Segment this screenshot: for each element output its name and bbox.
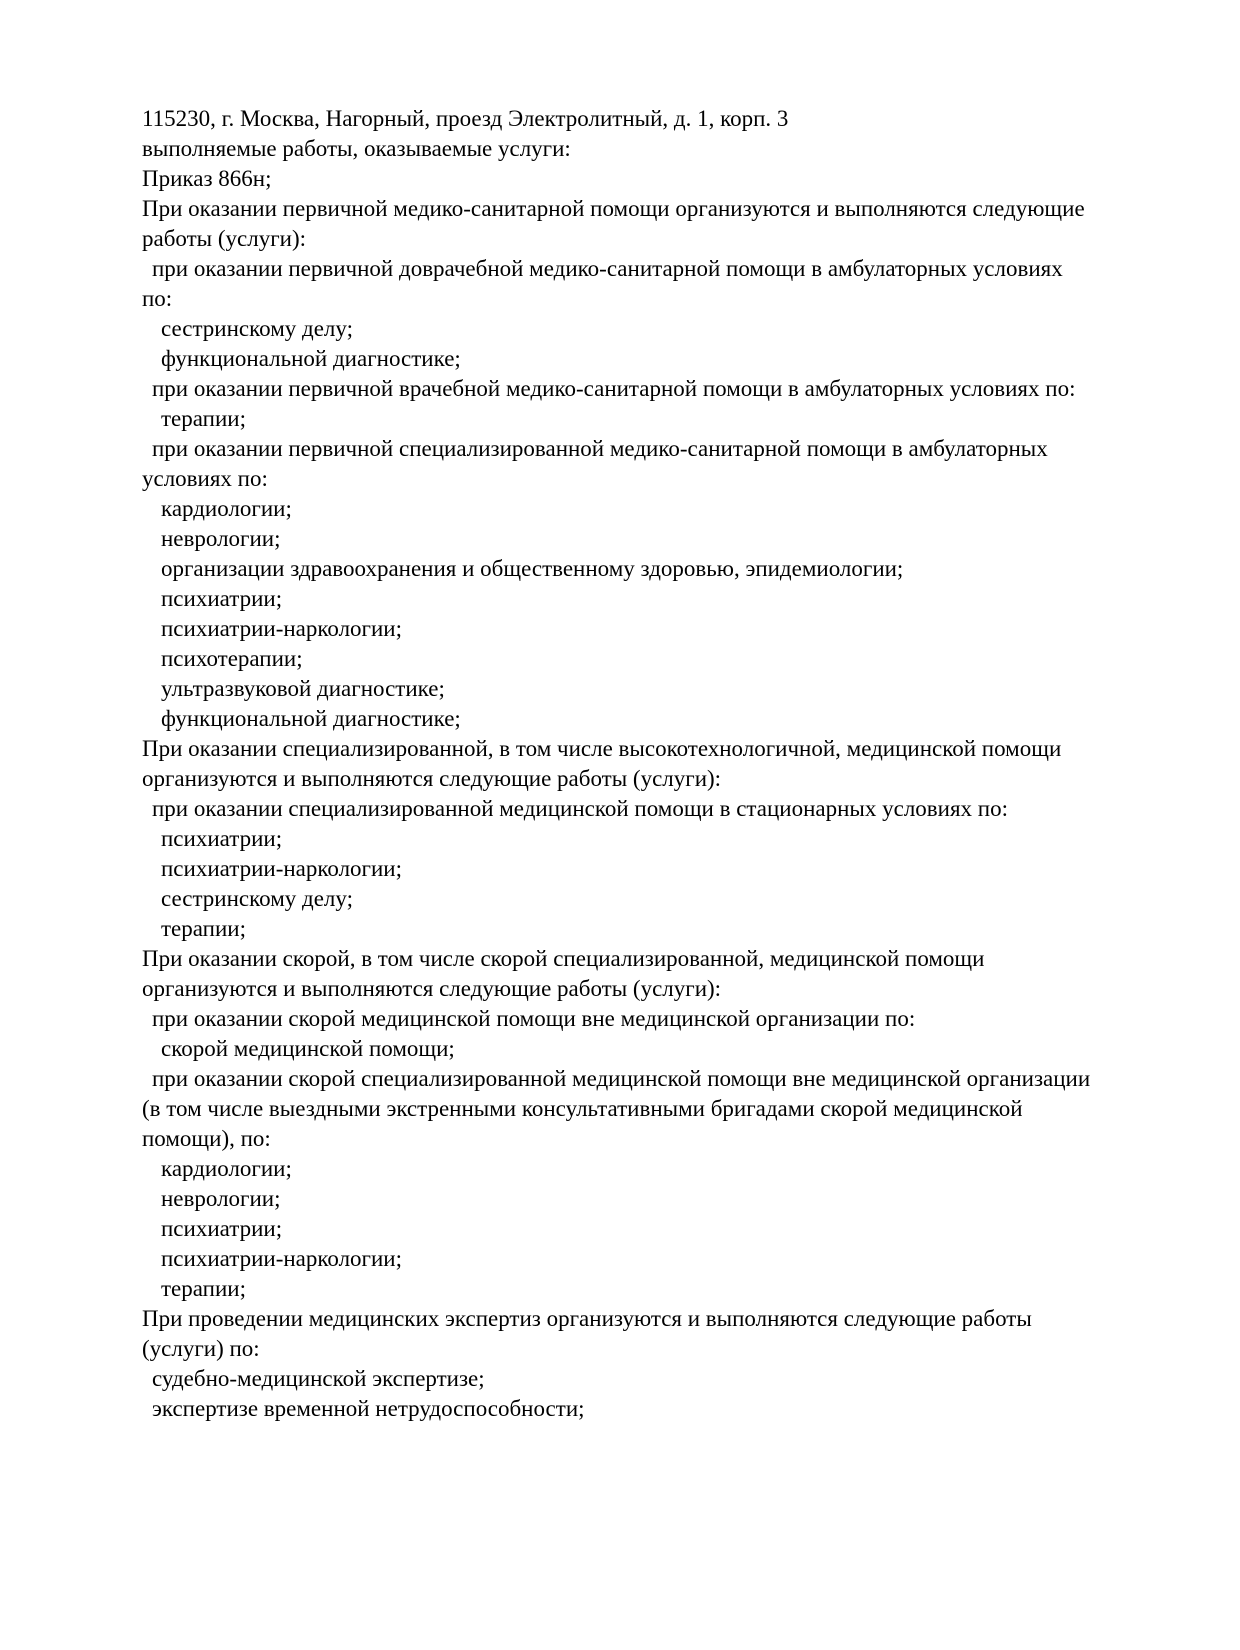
document-line: сестринскому делу; bbox=[161, 316, 353, 341]
document-line: психиатрии; bbox=[161, 1216, 283, 1241]
document-line: неврологии; bbox=[161, 526, 281, 551]
document-line: терапии; bbox=[161, 916, 246, 941]
document-line: по: bbox=[142, 286, 173, 311]
document-line: ультразвуковой диагностике; bbox=[161, 676, 445, 701]
document-line: экспертизе временной нетрудоспособности; bbox=[152, 1396, 585, 1421]
document-line: скорой медицинской помощи; bbox=[161, 1036, 455, 1061]
document-line: психотерапии; bbox=[161, 646, 303, 671]
document-line: судебно-медицинской экспертизе; bbox=[152, 1366, 485, 1391]
document-line: Приказ 866н; bbox=[142, 166, 272, 191]
document-line: терапии; bbox=[161, 1276, 246, 1301]
document-line: психиатрии; bbox=[161, 826, 283, 851]
document-line: психиатрии-наркологии; bbox=[161, 1246, 402, 1271]
document-line: 115230, г. Москва, Нагорный, проезд Электролитный, д. 1, корп. 3 bbox=[142, 106, 789, 131]
document-line: организуются и выполняются следующие работы (услуги): bbox=[142, 976, 722, 1001]
document-line: терапии; bbox=[161, 406, 246, 431]
document-line: при оказании первичной специализированной медико-санитарной помощи в амбулаторных bbox=[152, 436, 1048, 461]
document-line: организации здравоохранения и общественному здоровью, эпидемиологии; bbox=[161, 556, 904, 581]
document-line: психиатрии-наркологии; bbox=[161, 616, 402, 641]
document-line: функциональной диагностике; bbox=[161, 346, 461, 371]
document-line: работы (услуги): bbox=[142, 226, 306, 251]
document-line: (в том числе выездными экстренными консультативными бригадами скорой медицинской bbox=[142, 1096, 1023, 1121]
document-line: При проведении медицинских экспертиз организуются и выполняются следующие работы bbox=[142, 1306, 1032, 1331]
document-line: при оказании специализированной медицинской помощи в стационарных условиях по: bbox=[152, 796, 1008, 821]
document-line: выполняемые работы, оказываемые услуги: bbox=[142, 136, 571, 161]
license-works-services-text bbox=[142, 104, 1200, 1424]
document-line: сестринскому делу; bbox=[161, 886, 353, 911]
document-line: организуются и выполняются следующие работы (услуги): bbox=[142, 766, 722, 791]
document-line: условиях по: bbox=[142, 466, 268, 491]
document-line: при оказании первичной доврачебной медико-санитарной помощи в амбулаторных условиях bbox=[152, 256, 1063, 281]
document-line: помощи), по: bbox=[142, 1126, 271, 1151]
document-line: психиатрии-наркологии; bbox=[161, 856, 402, 881]
document-line: кардиологии; bbox=[161, 496, 292, 521]
document-line: При оказании скорой, в том числе скорой специализированной, медицинской помощи bbox=[142, 946, 985, 971]
document-line: при оказании первичной врачебной медико-санитарной помощи в амбулаторных условиях по: bbox=[152, 376, 1076, 401]
document-line: кардиологии; bbox=[161, 1156, 292, 1181]
document-line: при оказании скорой медицинской помощи вне медицинской организации по: bbox=[152, 1006, 916, 1031]
document-line: неврологии; bbox=[161, 1186, 281, 1211]
document-line: При оказании специализированной, в том числе высокотехнологичной, медицинской помощи bbox=[142, 736, 1062, 761]
document-line: функциональной диагностике; bbox=[161, 706, 461, 731]
document-line: При оказании первичной медико-санитарной помощи организуются и выполняются следующие bbox=[142, 196, 1085, 221]
document-line: психиатрии; bbox=[161, 586, 283, 611]
document-line: при оказании скорой специализированной медицинской помощи вне медицинской организации bbox=[152, 1066, 1091, 1091]
document-line: (услуги) по: bbox=[142, 1336, 260, 1361]
